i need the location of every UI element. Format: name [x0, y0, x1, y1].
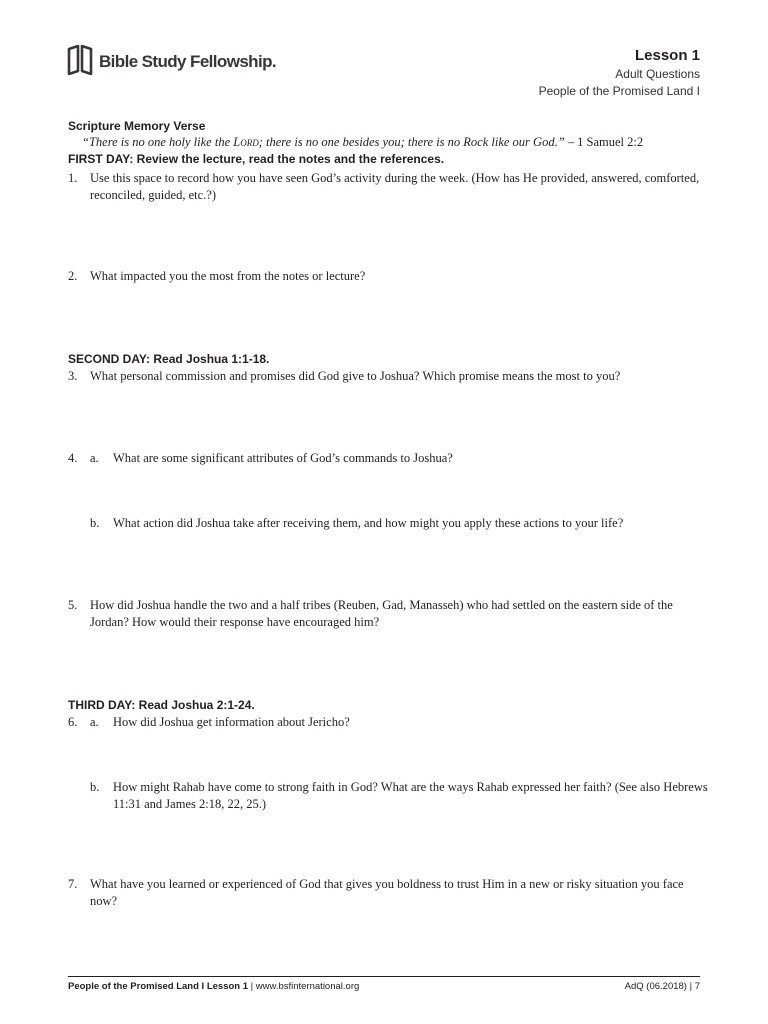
question-text: What personal commission and promises did God give to Joshua? Which promise means the most to you? [90, 369, 621, 383]
question-text: Use this space to record how you have seen God’s activity during the week. (How has He provided, answered, comforted, reconciled, guided, etc.?) [90, 171, 700, 202]
question-6b [68, 779, 708, 813]
footer-left [68, 981, 359, 992]
question-letter: b. [90, 516, 100, 530]
page-footer [68, 976, 700, 992]
question-letter: b. [90, 780, 100, 794]
question-text: What action did Joshua take after receiving them, and how might you apply these actions to your life? [113, 516, 624, 530]
open-book-icon [67, 45, 93, 75]
question-text: How might Rahab have come to strong faith in God? What are the ways Rahab expressed her faith? (See also Hebrews 11:31 and James 2:18, 22, 25.) [113, 780, 708, 811]
question-1 [68, 170, 708, 204]
memory-verse [82, 134, 708, 151]
question-text: What have you learned or experienced of God that gives you boldness to trust Him in a new or risky situation you face now? [90, 877, 684, 908]
verse-text-end: ; there is no one besides you; there is no Rock like our God.” [258, 135, 565, 149]
footer-website: | www.bsfinternational.org [248, 981, 360, 992]
question-5 [68, 597, 708, 631]
bsf-logo [67, 45, 276, 75]
question-text: How did Joshua get information about Jericho? [113, 715, 350, 729]
verse-lord: Lord [233, 135, 259, 149]
brand-name: Bible Study Fellowship. [99, 52, 276, 71]
verse-text-start: “There is no one holy like the [82, 135, 234, 149]
question-text: How did Joshua handle the two and a half tribes (Reuben, Gad, Manasseh) who had settled on the eastern side of the Jordan? How would their response have encouraged him? [90, 598, 673, 629]
verse-reference: – 1 Samuel 2:2 [564, 135, 644, 149]
question-3 [68, 368, 708, 385]
study-title: People of the Promised Land I [538, 84, 700, 98]
question-7 [68, 876, 708, 910]
question-number: 2. [68, 269, 78, 283]
question-text: What impacted you the most from the notes or lecture? [90, 269, 366, 283]
question-6a [68, 714, 708, 731]
memory-verse-heading: Scripture Memory Verse [68, 119, 206, 133]
second-day-heading: SECOND DAY: Read Joshua 1:1-18. [68, 352, 270, 366]
question-number: 7. [68, 877, 78, 891]
lesson-title: Lesson 1 [634, 47, 700, 64]
first-day-heading: FIRST DAY: Review the lecture, read the notes and the references. [68, 152, 445, 166]
question-number: 1. [68, 171, 78, 185]
question-number: 6. [68, 715, 78, 729]
question-letter: a. [90, 451, 99, 465]
question-number: 4. [68, 451, 78, 465]
audience-label: Adult Questions [615, 67, 700, 81]
question-number: 5. [68, 598, 78, 612]
question-4a [68, 450, 708, 467]
lesson-content [68, 118, 708, 908]
footer-title: People of the Promised Land I Lesson 1 [68, 981, 249, 992]
lesson-header [539, 46, 700, 100]
footer-page-info: AdQ (06.2018) | 7 [624, 981, 700, 992]
question-2 [68, 268, 708, 285]
question-4b [68, 515, 708, 532]
third-day-heading: THIRD DAY: Read Joshua 2:1-24. [68, 698, 255, 712]
question-text: What are some significant attributes of God’s commands to Joshua? [113, 451, 453, 465]
question-letter: a. [90, 715, 99, 729]
question-number: 3. [68, 369, 78, 383]
